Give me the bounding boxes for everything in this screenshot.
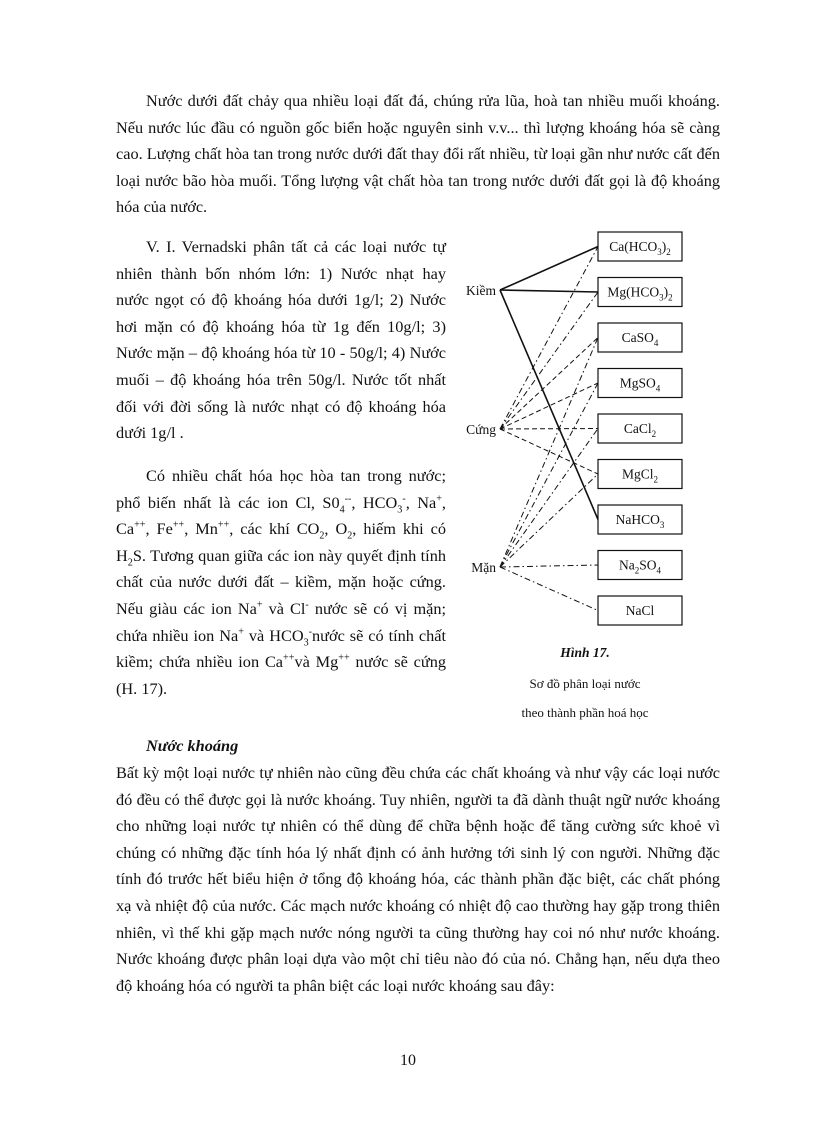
link-man-4 [500, 429, 598, 568]
source-label-kiem: Kiềm [466, 283, 496, 298]
compound-label: MgSO$_4$ [619, 375, 661, 394]
link-man-3 [500, 383, 598, 567]
figure-caption-line1: Sơ đồ phân loại nước [529, 676, 641, 691]
compound-label: NaCl [625, 603, 655, 618]
compound-label: CaCl$_2$ [623, 421, 657, 439]
link-cung-4 [500, 429, 598, 430]
figure-title: Hình 17. [560, 645, 610, 660]
link-man-7 [500, 565, 598, 567]
page-number: 10 [400, 1052, 416, 1069]
section-heading: Nước khoáng [146, 736, 239, 755]
link-man-5 [500, 474, 598, 567]
compound-label: $Mg(HCO_3)_2$ [607, 284, 673, 303]
compound-label: $Ca(HCO_3)_2$ [609, 239, 671, 257]
figure-caption-line2: theo thành phần hoá học [521, 705, 649, 720]
mineral-water-paragraph: Bất kỳ một loại nước tự nhiên nào cũng đều chứa các chất khoáng và như vậy các loại nước đó đều có thể được gọi là nước khoáng. Tuy nhiên, người ta đã dành thuật ngữ nước khoáng cho những loại nước tự nhiên có thể dùng để chữa bệnh hoặc để tăng cường sức khoẻ vì chúng có những đặc tính hóa lý nhất định có ảnh hưởng tới sinh lý con người. Những đặc tính đó trước hết biểu hiện ở tổng độ khoáng hóa, các thành phần đặc biệt, các chất phóng xạ và nhiệt độ của nước. Các mạch nước khoáng có nhiệt độ cao thường hay gặp trong thiên nhiên, vì thế khi gặp mạch nước nóng người ta cũng thường hay coi nó như nước khoáng. Nước khoáng được phân loại dựa vào một chỉ tiêu nào đó của nó. Chẳng hạn, nếu dựa theo độ khoáng hóa có người ta phân biệt các loại nước khoáng sau đây: [116, 763, 720, 995]
source-label-man: Mặn [471, 560, 496, 575]
link-cung-1 [500, 292, 598, 429]
link-cung-0 [500, 247, 598, 430]
vernadski-paragraph: V. I. Vernadski phân tất cả các loại nước tự nhiên thành bốn nhóm lớn: 1) Nước nhạt hay nước ngọt có độ khoáng hóa dưới 1g/l; 2) Nước hơi mặn có độ khoáng hóa từ 1g đến 10g/l; 3) Nước mặn – độ khoáng hóa từ 10 - 50g/l; 4) Nước muối – độ khoáng hóa trên 50g/l. Nước tốt nhất đối với đời sống là nước nhạt có độ khoáng hóa dưới 1g/l . [116, 237, 446, 443]
intro-paragraph: Nước dưới đất chảy qua nhiều loại đất đá, chúng rửa lũa, hoà tan nhiều muối khoáng. Nếu nước lúc đầu có nguồn gốc biển hoặc nguyên sinh v.v... thì lượng khoáng hóa sẽ càng cao. Lượng chất hòa tan trong nước dưới đất thay đổi rất nhiều, từ loại gần như nước cất đến loại nước bão hòa muối. Tổng lượng vật chất hòa tan trong nước dưới đất gọi là độ khoáng hóa của nước. [116, 91, 720, 217]
link-cung-2 [500, 338, 598, 430]
link-kiem-0 [500, 247, 598, 291]
link-man-2 [500, 338, 598, 568]
link-man-8 [500, 567, 598, 611]
classification-diagram [452, 226, 702, 636]
link-kiem-6 [500, 290, 598, 520]
compound-label: CaSO$_4$ [621, 330, 659, 348]
compound-label: $Na_2SO_4$ [618, 557, 662, 576]
compound-label: NaHCO$_3$ [615, 512, 665, 530]
ions-paragraph: Có nhiều chất hóa học hòa tan trong nước; phổ biến nhất là các ion Cl, $S0_4^{--}$, $HCO_3^-$, Na+, Ca++, Fe++, Mn++, các khí $CO_2$, $O_2$, hiếm khi có $H_2S$. Tương quan giữa các ion này quyết định tính chất của nước dưới đất – kiềm, mặn hoặc cứng. Nếu giàu các ion Na+ và Cl- nước sẽ có vị mặn; chứa nhiều ion Na+ và $HCO_3^-nước$ sẽ có tính chất kiềm; chứa nhiều ion Ca++và Mg++ nước sẽ cứng (H. 17). [116, 466, 447, 698]
source-label-cung: Cứng [466, 422, 496, 437]
link-kiem-1 [500, 290, 598, 292]
compound-label: MgCl$_2$ [621, 466, 659, 485]
